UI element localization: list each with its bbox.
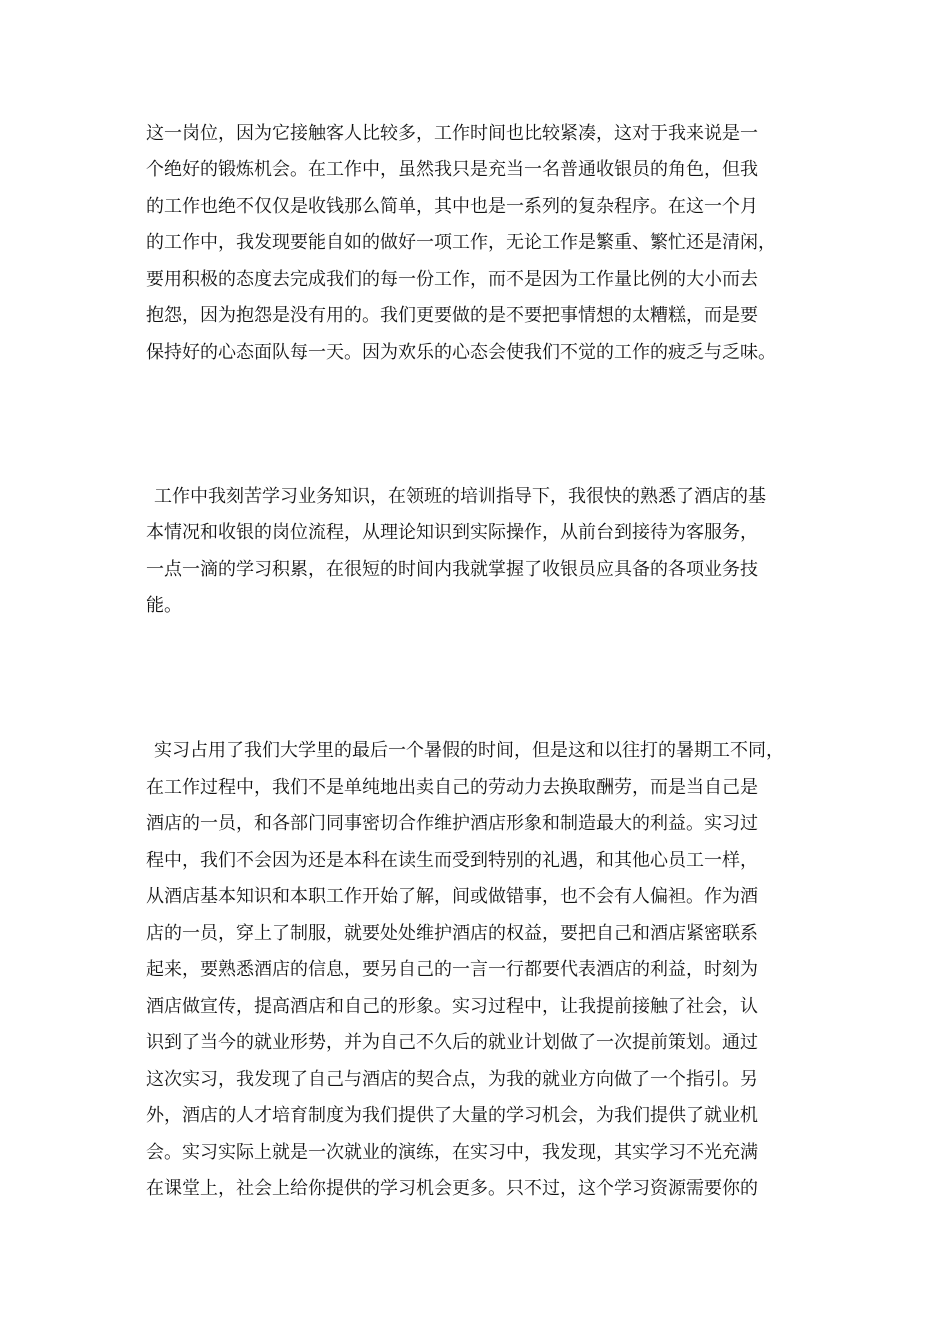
paragraph-3-line-5: 从酒店基本知识和本职工作开始了解，间或做错事，也不会有人偏袒。作为酒 <box>146 886 758 907</box>
paragraph-1-line-6: 抱怨，因为抱怨是没有用的。我们更要做的是不要把事情想的太糟糕，而是要 <box>146 305 758 326</box>
paragraph-3-line-1: 实习占用了我们大学里的最后一个暑假的时间，但是这和以往打的暑期工不同， <box>154 740 784 761</box>
paragraph-3-line-2: 在工作过程中，我们不是单纯地出卖自己的劳动力去换取酬劳，而是当自己是 <box>146 777 758 798</box>
paragraph-3-line-8: 酒店做宣传，提高酒店和自己的形象。实习过程中，让我提前接触了社会，认 <box>146 996 758 1017</box>
paragraph-1-line-2: 个绝好的锻炼机会。在工作中，虽然我只是充当一名普通收银员的角色，但我 <box>146 159 758 180</box>
paragraph-3-line-6: 店的一员，穿上了制服，就要处处维护酒店的权益，要把自己和酒店紧密联系 <box>146 923 758 944</box>
paragraph-1-line-3: 的工作也绝不仅仅是收钱那么简单，其中也是一系列的复杂程序。在这一个月 <box>146 196 758 217</box>
paragraph-3-line-3: 酒店的一员，和各部门同事密切合作维护酒店形象和制造最大的利益。实习过 <box>146 813 758 834</box>
paragraph-2-line-4: 能。 <box>146 595 182 616</box>
paragraph-3-line-10: 这次实习，我发现了自己与酒店的契合点，为我的就业方向做了一个指引。另 <box>146 1069 758 1090</box>
paragraph-3-line-13: 在课堂上，社会上给你提供的学习机会更多。只不过，这个学习资源需要你的 <box>146 1178 758 1199</box>
paragraph-1-line-5: 要用积极的态度去完成我们的每一份工作，而不是因为工作量比例的大小而去 <box>146 269 758 290</box>
paragraph-1-line-4: 的工作中，我发现要能自如的做好一项工作，无论工作是繁重、繁忙还是清闲， <box>146 232 776 253</box>
paragraph-1-line-1: 这一岗位，因为它接触客人比较多，工作时间也比较紧凑，这对于我来说是一 <box>146 123 758 144</box>
paragraph-3-line-7: 起来，要熟悉酒店的信息，要另自己的一言一行都要代表酒店的利益，时刻为 <box>146 959 758 980</box>
paragraph-2-line-2: 本情况和收银的岗位流程，从理论知识到实际操作，从前台到接待为客服务， <box>146 522 758 543</box>
paragraph-3-line-9: 识到了当今的就业形势，并为自己不久后的就业计划做了一次提前策划。通过 <box>146 1032 758 1053</box>
paragraph-3-line-12: 会。实习实际上就是一次就业的演练，在实习中，我发现，其实学习不光充满 <box>146 1142 758 1163</box>
paragraph-2-line-3: 一点一滴的学习积累，在很短的时间内我就掌握了收银员应具备的各项业务技 <box>146 559 758 580</box>
paragraph-3-line-11: 外，酒店的人才培育制度为我们提供了大量的学习机会，为我们提供了就业机 <box>146 1105 758 1126</box>
paragraph-2-line-1: 工作中我刻苦学习业务知识，在领班的培训指导下，我很快的熟悉了酒店的基 <box>154 486 766 507</box>
paragraph-1-line-7: 保持好的心态面队每一天。因为欢乐的心态会使我们不觉的工作的疲乏与乏味。 <box>146 342 776 363</box>
paragraph-3-line-4: 程中，我们不会因为还是本科在读生而受到特别的礼遇，和其他心员工一样， <box>146 850 758 871</box>
